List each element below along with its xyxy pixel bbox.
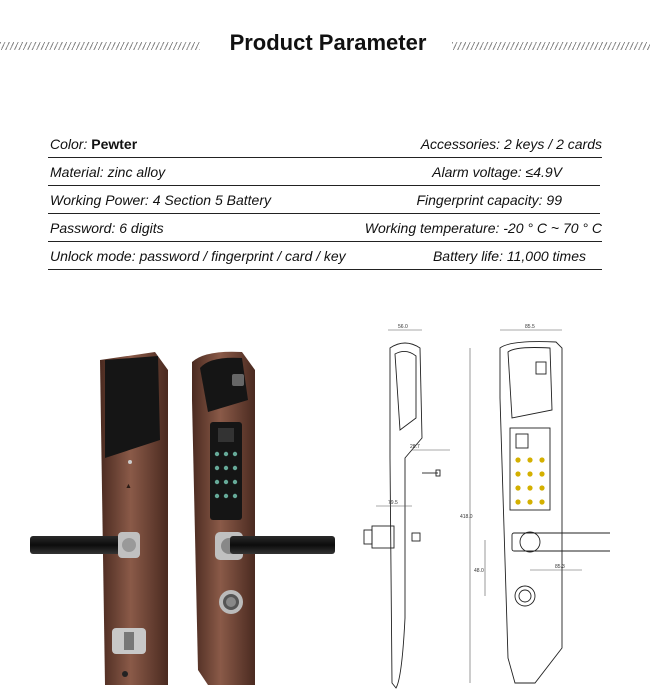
front-lock-body bbox=[192, 352, 255, 685]
color-value: Pewter bbox=[91, 136, 138, 152]
parameter-row-material bbox=[48, 158, 600, 186]
decorative-hatch-right bbox=[452, 42, 650, 50]
product-photo bbox=[20, 340, 340, 690]
keypad-drawing bbox=[515, 457, 544, 504]
parameter-alarm-voltage: Alarm voltage: ≤4.9V bbox=[432, 164, 562, 180]
technical-drawing bbox=[350, 318, 610, 693]
parameter-material: Material: zinc alloy bbox=[50, 164, 166, 180]
dim-side-width: 56.0 bbox=[398, 324, 408, 330]
dim-spindle: 79.5 bbox=[388, 500, 398, 506]
dim-center: 48.0 bbox=[474, 568, 484, 574]
parameter-working-power: Working Power: 4 Section 5 Battery bbox=[50, 192, 271, 208]
dim-height: 418.0 bbox=[460, 514, 473, 520]
parameter-row-color bbox=[48, 130, 602, 158]
dim-side-depth: 28.7 bbox=[410, 444, 420, 450]
parameter-unlock-mode: Unlock mode: password / fingerprint / card / key bbox=[50, 248, 346, 264]
outside-lock-body bbox=[100, 352, 168, 685]
parameter-row-password bbox=[48, 214, 602, 242]
decorative-hatch-left bbox=[0, 42, 200, 50]
page-title: Product Parameter bbox=[229, 30, 427, 55]
parameter-row-power bbox=[48, 186, 600, 214]
dim-front-width: 85.5 bbox=[525, 324, 535, 330]
parameter-password: Password: 6 digits bbox=[50, 220, 164, 236]
color-label: Color: bbox=[50, 136, 88, 152]
parameter-table bbox=[48, 130, 602, 270]
outside-lever-handle bbox=[30, 532, 140, 558]
svg-text:▲: ▲ bbox=[125, 483, 132, 490]
parameter-working-temperature: Working temperature: -20 ° C ~ 70 ° C bbox=[364, 220, 602, 236]
parameter-fingerprint-capacity: Fingerprint capacity: 99 bbox=[416, 192, 562, 208]
parameter-battery-life: Battery life: 11,000 times bbox=[432, 248, 586, 264]
dim-lever: 85.3 bbox=[555, 564, 565, 570]
title-bar bbox=[0, 30, 650, 66]
parameter-row-unlock bbox=[48, 242, 602, 270]
fingerprint-reader bbox=[219, 590, 243, 614]
parameter-accessories: Accessories: 2 keys / 2 cards bbox=[420, 136, 602, 152]
front-lever-handle bbox=[215, 532, 335, 560]
parameter-color bbox=[50, 136, 137, 152]
